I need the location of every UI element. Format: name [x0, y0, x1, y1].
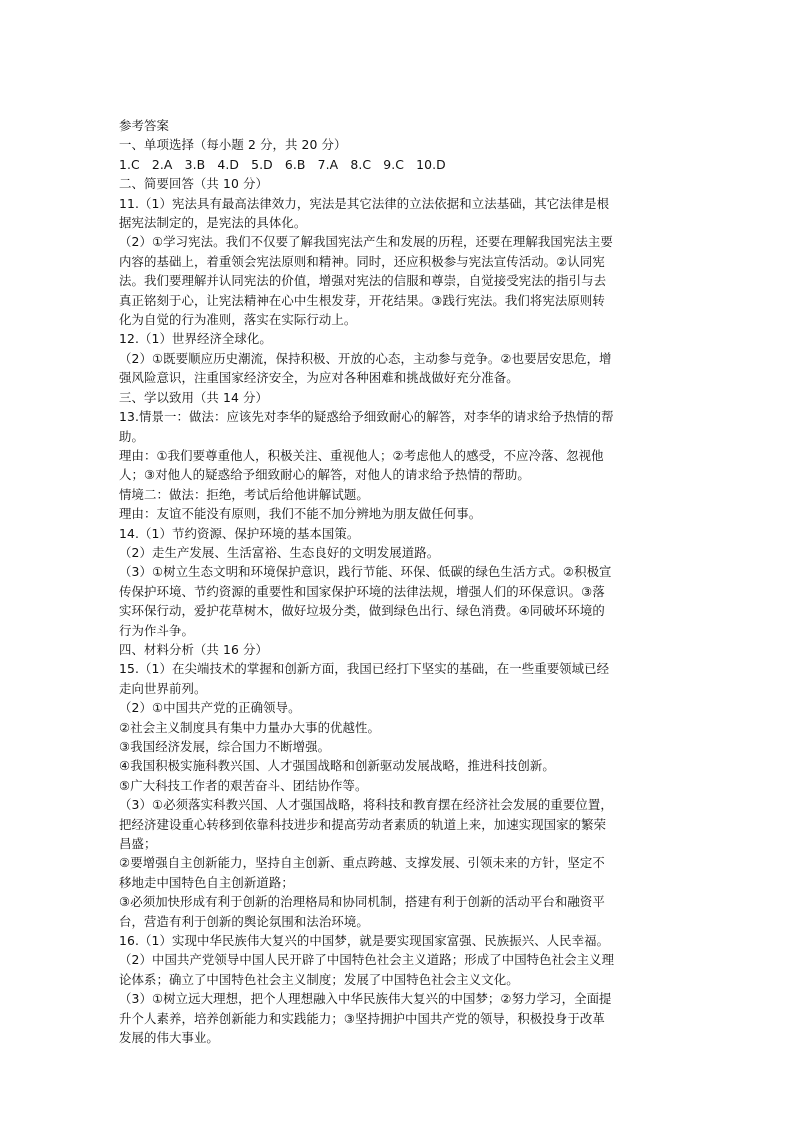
text-line: 发展的伟大事业。 — [119, 1030, 219, 1046]
text-line: 移地走中国特色自主创新道路； — [119, 874, 294, 890]
text-line: 台，营造有利于创新的舆论氛围和法治环境。 — [119, 913, 369, 929]
answer-key-document — [119, 116, 679, 1048]
answer-text-body — [119, 135, 679, 1047]
text-line: 化为自觉的行为准则，落实在实际行动上。 — [119, 312, 357, 328]
text-line: 13.情景一：做法：应该先对李华的疑惑给予细致耐心的解答，对李华的请求给予热情的帮 — [119, 409, 614, 425]
text-line: ③必须加快形成有利于创新的治理格局和协同机制，搭建有利于创新的活动平台和融资平 — [119, 894, 605, 910]
text-line: 实环保行动，爱护花草树木，做好垃圾分类，做到绿色出行、绿色消费。④同破坏环境的 — [119, 603, 605, 619]
text-line: 助。 — [119, 428, 144, 444]
text-line: （2）①学习宪法。我们不仅要了解我国宪法产生和发展的历程，还要在理解我国宪法主要 — [119, 234, 613, 250]
text-line: 人；③对他人的疑惑给予细致耐心的解答，对他人的请求给予热情的帮助。 — [119, 467, 530, 483]
text-line: 昌盛； — [119, 836, 157, 852]
text-line: 把经济建设重心转移到依靠科技进步和提高劳动者素质的轨道上来，加速实现国家的繁荣 — [119, 816, 607, 832]
text-line: ②社会主义制度具有集中力量办大事的优越性。 — [119, 719, 381, 735]
text-line: 升个人素养，培养创新能力和实践能力；③坚持拥护中国共产党的领导，积极投身于改革 — [119, 1010, 605, 1026]
text-line: 14.（1）节约资源、保护环境的基本国策。 — [119, 525, 360, 541]
text-line: 16.（1）实现中华民族伟大复兴的中国梦，就是要实现国家富强、民族振兴、人民幸福。 — [119, 933, 610, 949]
document-title: 参考答案 — [119, 118, 169, 133]
text-line: （3）①必须落实科教兴国、人才强国战略，将科技和教育摆在经济社会发展的重要位置， — [119, 797, 613, 813]
text-line: 1.C 2.A 3.B 4.D 5.D 6.B 7.A 8.C 9.C 10.D — [119, 156, 446, 172]
text-line: 四、材料分析（共 16 分） — [119, 641, 268, 657]
text-line: 二、简要回答（共 10 分） — [119, 176, 268, 192]
text-line: 一、单项选择（每小题 2 分，共 20 分） — [119, 137, 347, 153]
text-line: （3）①树立远大理想，把个人理想融入中华民族伟大复兴的中国梦；②努力学习，全面提 — [119, 991, 612, 1007]
text-line: 15.（1）在尖端技术的掌握和创新方面，我国已经打下坚实的基础，在一些重要领域已经 — [119, 661, 610, 677]
text-line: 理由：友谊不能没有原则，我们不能不加分辨地为朋友做任何事。 — [119, 506, 482, 522]
text-line: ③我国经济发展，综合国力不断增强。 — [119, 739, 331, 754]
text-line: 真正铭刻于心，让宪法精神在心中生根发芽，开花结果。③践行宪法。我们将宪法原则转 — [119, 292, 605, 308]
text-line: 情境二：做法：拒绝，考试后给他讲解试题。 — [119, 486, 369, 502]
text-line: （2）①既要顺应历史潮流，保持积极、开放的心态，主动参与竞争。②也要居安思危，增 — [119, 350, 612, 366]
text-line: （3）①树立生态文明和环境保护意识，践行节能、环保、低碳的绿色生活方式。②积极宣 — [119, 564, 612, 580]
text-line: 传保护环境、节约资源的重要性和国家保护环境的法律法规，增强人们的环保意识。③落 — [119, 583, 605, 599]
text-line: 三、学以致用（共 14 分） — [119, 389, 268, 405]
text-line: 强风险意识，注重国家经济安全，为应对各种困难和挑战做好充分准备。 — [119, 370, 519, 386]
text-line: ④我国积极实施科教兴国、人才强国战略和创新驱动发展战略，推进科技创新。 — [119, 758, 555, 774]
text-line: （2）走生产发展、生活富裕、生态良好的文明发展道路。 — [119, 544, 440, 560]
text-line: 11.（1）宪法具有最高法律效力，宪法是其它法律的立法依据和立法基础，其它法律是根 — [119, 195, 610, 211]
text-line: 行为作斗争。 — [119, 622, 194, 638]
text-line: 12.（1）世界经济全球化。 — [119, 331, 272, 347]
text-line: 理由：①我们要尊重他人，积极关注、重视他人；②考虑他人的感受，不应冷落、忽视他 — [119, 447, 604, 463]
text-line: 法。我们要理解并认同宪法的价值，增强对宪法的信服和尊崇，自觉接受宪法的指引与去 — [119, 273, 607, 289]
text-line: 据宪法制定的，是宪法的具体化。 — [119, 215, 307, 231]
text-line: ⑤广大科技工作者的艰苦奋斗、团结协作等。 — [119, 777, 368, 793]
text-line: 走向世界前列。 — [119, 680, 207, 696]
text-line: （2）中国共产党领导中国人民开辟了中国特色社会主义道路；形成了中国特色社会主义理 — [119, 952, 615, 968]
text-line: ②要增强自主创新能力，坚持自主创新、重点跨越、支撑发展、引领未来的方针，坚定不 — [119, 855, 605, 871]
text-line: 内容的基础上，着重领会宪法原则和精神。同时，还应积极参与宪法宣传活动。②认同宪 — [119, 253, 605, 269]
text-line: （2）①中国共产党的正确领导。 — [119, 700, 301, 716]
text-line: 论体系；确立了中国特色社会主义制度；发展了中国特色社会主义文化。 — [119, 971, 519, 987]
